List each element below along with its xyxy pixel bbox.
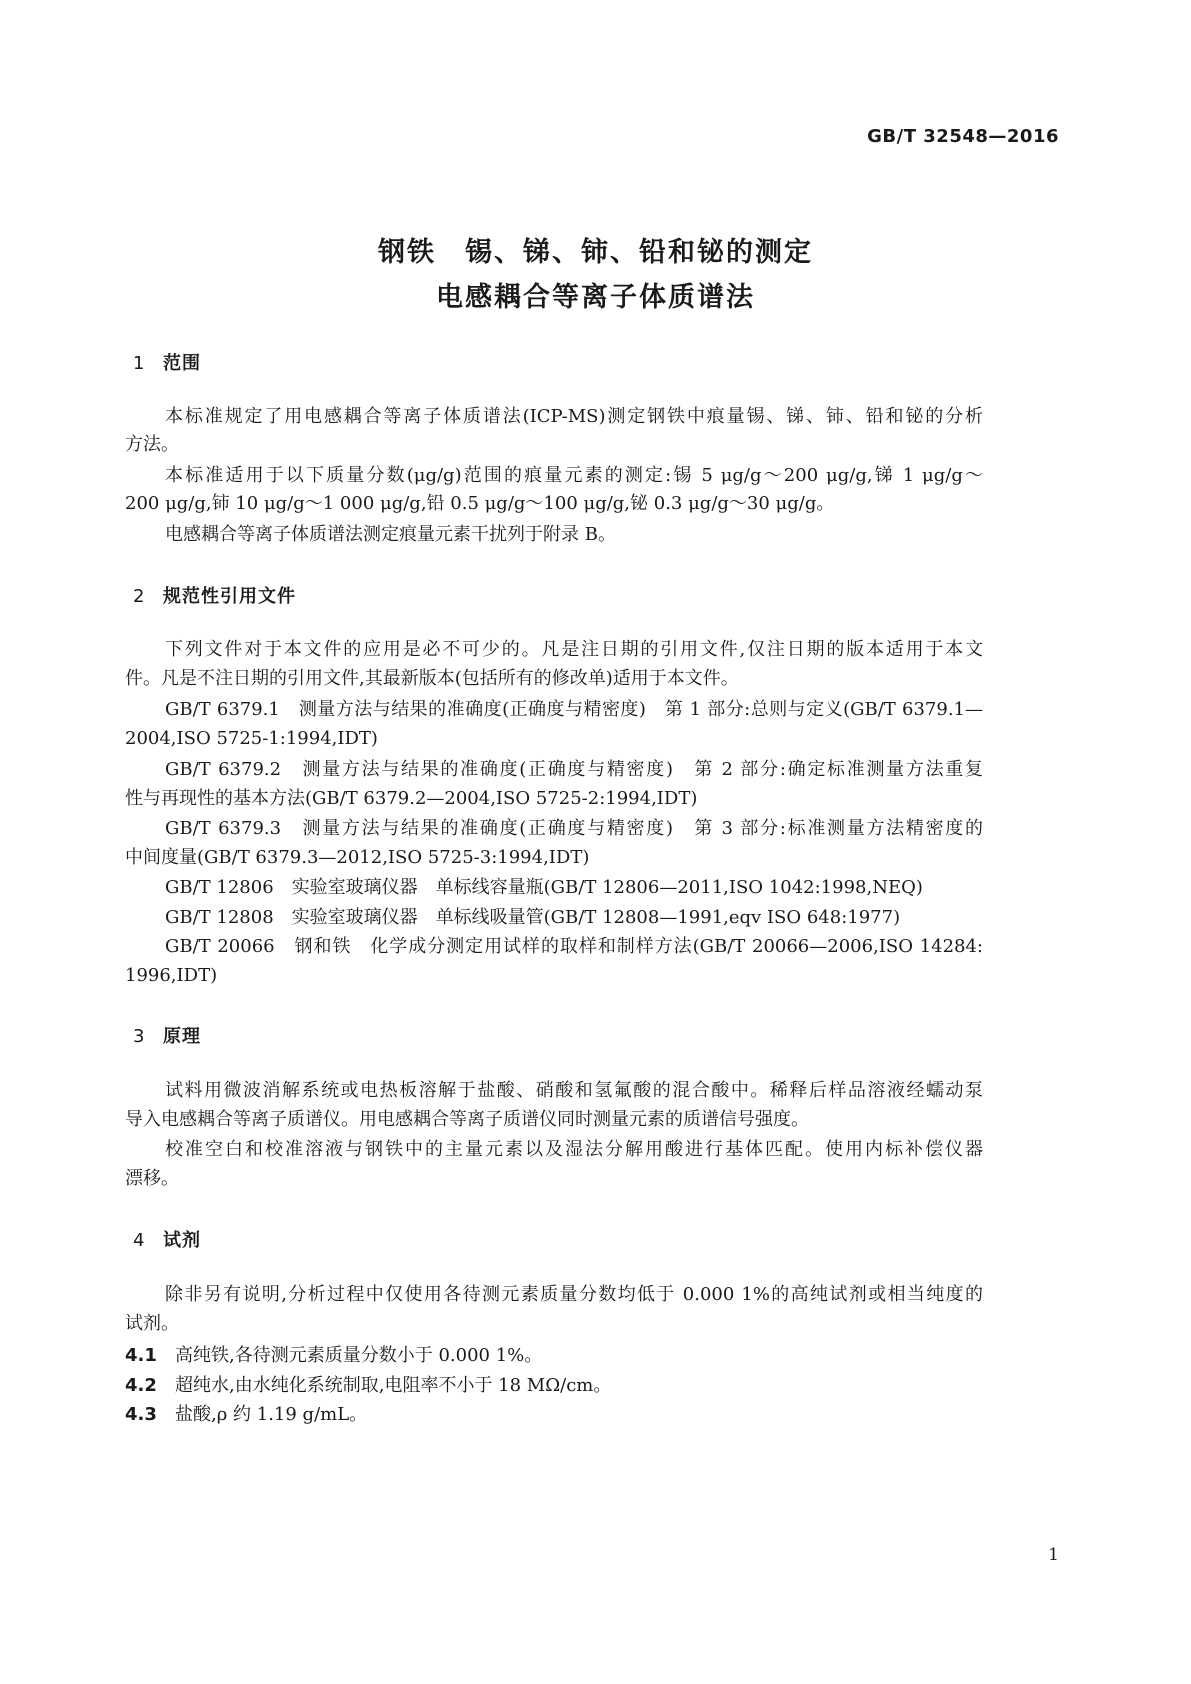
document-title-line-2: 电感耦合等离子体质谱法 [436,282,755,313]
section-number: 3 [133,1026,146,1047]
standard-code: GB/T 32548—2016 [867,126,1059,147]
paragraph-line: 导入电感耦合等离子质谱仪。用电感耦合等离子质谱仪同时测量元素的质谱信号强度。 [125,1109,809,1130]
paragraph-line: 本标准适用于以下质量分数(μg/g)范围的痕量元素的测定:锡 5 μg/g～200 μg/g,锑 1 μg/g～ [165,465,983,486]
item-text: 盐酸,ρ 约 1.19 g/mL。 [175,1404,368,1425]
list-item [125,1344,542,1368]
section-4-heading [133,1226,201,1252]
paragraph-line: 试料用微波消解系统或电热板溶解于盐酸、硝酸和氢氟酸的混合酸中。稀释后样品溶液经蠕动泵 [165,1080,983,1101]
paragraph-line: 电感耦合等离子体质谱法测定痕量元素干扰列于附录 B。 [165,524,616,545]
section-number: 1 [133,353,146,374]
paragraph-line: 件。凡是不注日期的引用文件,其最新版本(包括所有的修改单)适用于本文件。 [125,668,739,689]
item-text: 高纯铁,各待测元素质量分数小于 0.000 1%。 [175,1345,543,1366]
paragraph-line: 方法。 [125,434,179,455]
paragraph-line: 200 μg/g,铈 10 μg/g～1 000 μg/g,铅 0.5 μg/g～100 μg/g,铋 0.3 μg/g～30 μg/g。 [125,493,835,514]
paragraph-line: 试剂。 [125,1313,179,1334]
reference-line: GB/T 12806 实验室玻璃仪器 单标线容量瓶(GB/T 12806—2011,ISO 1042:1998,NEQ) [165,877,923,898]
reference-line: 1996,IDT) [125,965,218,986]
item-number: 4.1 [125,1345,157,1366]
section-2-heading [133,582,296,608]
item-number: 4.3 [125,1404,157,1425]
reference-line: GB/T 12808 实验室玻璃仪器 单标线吸量管(GB/T 12808—1991,eqv ISO 648:1977) [165,907,901,928]
section-1-heading [133,349,201,375]
page-number: 1 [1048,1545,1059,1565]
section-number: 2 [133,586,146,607]
section-3-heading [133,1022,201,1048]
paragraph-line: 校准空白和校准溶液与钢铁中的主量元素以及湿法分解用酸进行基体匹配。使用内标补偿仪器 [165,1139,983,1160]
reference-line: 中间度量(GB/T 6379.3—2012,ISO 5725-3:1994,IDT) [125,847,590,868]
document-title-line-1: 钢铁 锡、锑、铈、铅和铋的测定 [378,237,813,268]
paragraph-line: 除非另有说明,分析过程中仅使用各待测元素质量分数均低于 0.000 1%的高纯试剂或相当纯度的 [165,1284,983,1305]
section-number: 4 [133,1230,146,1251]
paragraph-line: 本标准规定了用电感耦合等离子体质谱法(ICP-MS)测定钢铁中痕量锡、锑、铈、铅和铋的分析 [165,406,983,427]
reference-line: GB/T 6379.3 测量方法与结果的准确度(正确度与精密度) 第 3 部分:标准测量方法精密度的 [165,818,983,839]
section-title: 试剂 [163,1230,201,1251]
reference-line: GB/T 6379.1 测量方法与结果的准确度(正确度与精密度) 第 1 部分:总则与定义(GB/T 6379.1— [165,699,983,720]
paragraph-line: 漂移。 [125,1168,179,1189]
section-title: 规范性引用文件 [163,586,296,607]
section-title: 范围 [163,353,201,374]
item-number: 4.2 [125,1375,157,1396]
reference-line: 性与再现性的基本方法(GB/T 6379.2—2004,ISO 5725-2:1994,IDT) [125,788,698,809]
reference-line: GB/T 6379.2 测量方法与结果的准确度(正确度与精密度) 第 2 部分:确定标准测量方法重复 [165,759,983,780]
paragraph-line: 下列文件对于本文件的应用是必不可少的。凡是注日期的引用文件,仅注日期的版本适用于本文 [165,639,983,660]
list-item [125,1374,611,1398]
section-title: 原理 [163,1026,201,1047]
item-text: 超纯水,由水纯化系统制取,电阻率不小于 18 MΩ/cm。 [175,1375,612,1396]
reference-line: GB/T 20066 钢和铁 化学成分测定用试样的取样和制样方法(GB/T 20066—2006,ISO 14284: [165,936,983,957]
reference-line: 2004,ISO 5725-1:1994,IDT) [125,728,378,749]
list-item [125,1403,367,1427]
